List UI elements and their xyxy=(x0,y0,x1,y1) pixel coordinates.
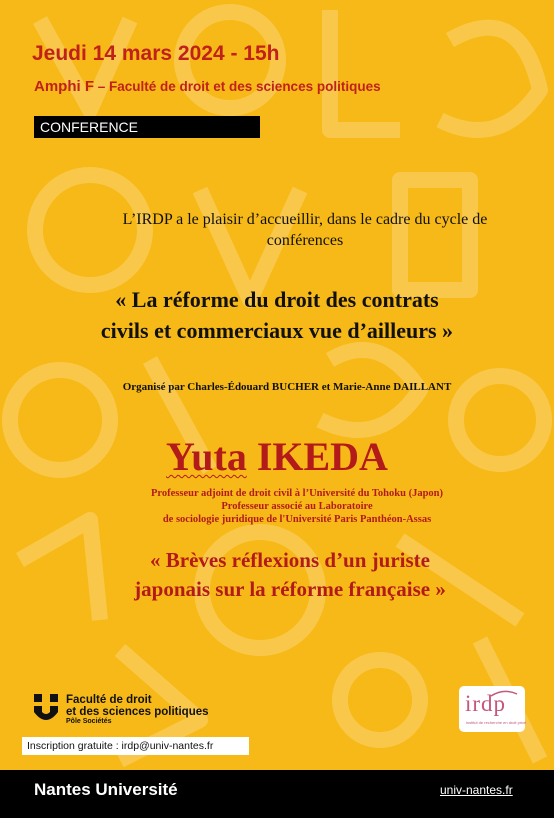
faculty-name-line-1: Faculté de droit xyxy=(66,694,152,706)
faculty-name-line-2: et des sciences politiques xyxy=(66,706,209,718)
nantes-university-icon xyxy=(34,694,58,722)
speaker-qualifications xyxy=(0,487,554,526)
talk-title xyxy=(0,546,554,604)
event-date: Jeudi 14 mars 2024 - 15h xyxy=(32,42,280,65)
speaker-name xyxy=(0,433,554,481)
organizers-text: Organisé par Charles-Édouard BUCHER et Marie-Anne DAILLANT xyxy=(122,381,452,393)
intro-line-1: L’IRDP a le plaisir d’accueillir, dans le cadre du cycle de xyxy=(122,211,488,228)
speaker-last-name: IKEDA xyxy=(256,434,388,479)
talk-title-line-2: japonais sur la réforme française » xyxy=(134,577,446,601)
footer-university-name: Nantes Université xyxy=(34,780,178,799)
event-venue xyxy=(34,78,381,95)
registration-info: Inscription gratuite : irdp@univ-nantes.fr xyxy=(22,737,249,755)
intro-text xyxy=(40,209,554,251)
conference-title-line-1: « La réforme du droit des contrats xyxy=(115,287,439,312)
conference-title xyxy=(0,284,554,346)
irdp-logo-word: irdp xyxy=(465,691,507,716)
talk-title-line-1: « Brèves réflexions d’un juriste xyxy=(150,548,430,572)
irdp-logo-tagline: institut de recherche en droit privé xyxy=(466,720,527,725)
category-label: CONFERENCE xyxy=(34,116,260,138)
speaker-first-name: Yuta xyxy=(166,434,247,479)
qualification-line-2: Professeur associé au Laboratoire xyxy=(221,501,373,512)
venue-room: Amphi F xyxy=(34,78,94,95)
qualification-line-3: de sociologie juridique de l'Université Paris Panthéon-Assas xyxy=(162,514,432,525)
irdp-logo xyxy=(459,686,525,732)
intro-line-2: conférences xyxy=(266,232,344,249)
conference-title-line-2: civils et commerciaux vue d’ailleurs » xyxy=(100,318,454,343)
footer-website-link[interactable]: univ-nantes.fr xyxy=(440,783,513,797)
faculty-pole: Pôle Sociétés xyxy=(66,718,112,725)
venue-description: – Faculté de droit et des sciences politiques xyxy=(94,79,381,94)
qualification-line-1: Professeur adjoint de droit civil à l’Université du Tohoku (Japon) xyxy=(151,488,443,499)
